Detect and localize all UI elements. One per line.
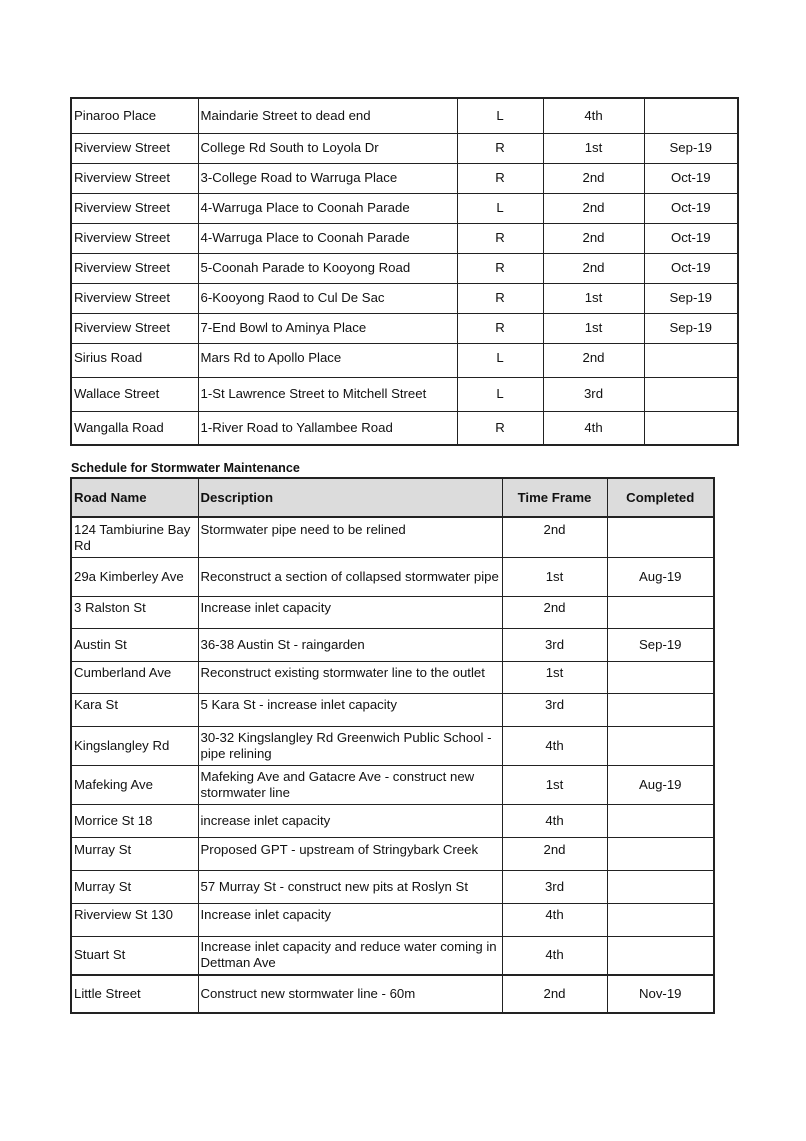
road-cell: Murray St bbox=[71, 837, 198, 870]
side-cell: R bbox=[457, 411, 543, 445]
time-frame-cell: 1st bbox=[502, 765, 607, 804]
road-cell: Cumberland Ave bbox=[71, 661, 198, 693]
side-cell: R bbox=[457, 283, 543, 313]
table-row bbox=[71, 411, 738, 445]
side-cell: L bbox=[457, 377, 543, 411]
table-row bbox=[71, 975, 714, 1013]
stormwater-section-title: Schedule for Stormwater Maintenance bbox=[71, 461, 300, 475]
road-cell: Riverview Street bbox=[71, 253, 198, 283]
completed-cell bbox=[607, 693, 714, 726]
priority-cell: 1st bbox=[543, 313, 644, 343]
time-frame-cell: 2nd bbox=[502, 596, 607, 628]
completed-cell: Aug-19 bbox=[607, 557, 714, 596]
priority-cell: 2nd bbox=[543, 163, 644, 193]
road-cell: Pinaroo Place bbox=[71, 98, 198, 133]
completed-cell: Sep-19 bbox=[644, 313, 738, 343]
description-cell: Stormwater pipe need to be relined bbox=[198, 517, 502, 557]
side-cell: L bbox=[457, 98, 543, 133]
table-row bbox=[71, 596, 714, 628]
road-cell: Little Street bbox=[71, 975, 198, 1013]
completed-cell bbox=[607, 517, 714, 557]
table-row bbox=[71, 313, 738, 343]
road-cell: 3 Ralston St bbox=[71, 596, 198, 628]
table-row bbox=[71, 98, 738, 133]
completed-cell bbox=[644, 98, 738, 133]
time-frame-cell: 3rd bbox=[502, 628, 607, 661]
time-frame-cell: 4th bbox=[502, 726, 607, 765]
road-cell: Riverview St 130 bbox=[71, 903, 198, 936]
description-cell: Increase inlet capacity bbox=[198, 596, 502, 628]
side-cell: R bbox=[457, 163, 543, 193]
description-cell: Increase inlet capacity bbox=[198, 903, 502, 936]
table-row bbox=[71, 253, 738, 283]
priority-cell: 1st bbox=[543, 283, 644, 313]
completed-cell: Sep-19 bbox=[607, 628, 714, 661]
completed-cell bbox=[644, 411, 738, 445]
priority-cell: 4th bbox=[543, 411, 644, 445]
completed-cell bbox=[607, 726, 714, 765]
section-cell: 7-End Bowl to Aminya Place bbox=[198, 313, 457, 343]
completed-cell bbox=[607, 903, 714, 936]
description-cell: Mafeking Ave and Gatacre Ave - construct new stormwater line bbox=[198, 765, 502, 804]
time-frame-cell: 3rd bbox=[502, 693, 607, 726]
description-cell: increase inlet capacity bbox=[198, 804, 502, 837]
time-frame-cell: 2nd bbox=[502, 837, 607, 870]
side-cell: R bbox=[457, 253, 543, 283]
road-cell: Kingslangley Rd bbox=[71, 726, 198, 765]
table-row bbox=[71, 223, 738, 253]
section-cell: 6-Kooyong Raod to Cul De Sac bbox=[198, 283, 457, 313]
completed-cell: Oct-19 bbox=[644, 193, 738, 223]
time-frame-cell: 3rd bbox=[502, 870, 607, 903]
road-cell: Riverview Street bbox=[71, 283, 198, 313]
table-row bbox=[71, 870, 714, 903]
side-cell: L bbox=[457, 193, 543, 223]
description-cell: 30-32 Kingslangley Rd Greenwich Public School - pipe relining bbox=[198, 726, 502, 765]
completed-cell bbox=[607, 936, 714, 975]
description-cell: Reconstruct existing stormwater line to the outlet bbox=[198, 661, 502, 693]
table-row bbox=[71, 557, 714, 596]
table-row bbox=[71, 693, 714, 726]
completed-cell: Nov-19 bbox=[607, 975, 714, 1013]
road-cell: Mafeking Ave bbox=[71, 765, 198, 804]
completed-cell bbox=[644, 377, 738, 411]
section-cell: 4-Warruga Place to Coonah Parade bbox=[198, 193, 457, 223]
section-cell: Mars Rd to Apollo Place bbox=[198, 343, 457, 377]
completed-cell bbox=[607, 661, 714, 693]
road-cell: Wallace Street bbox=[71, 377, 198, 411]
priority-cell: 2nd bbox=[543, 253, 644, 283]
description-cell: 36-38 Austin St - raingarden bbox=[198, 628, 502, 661]
time-frame-cell: 2nd bbox=[502, 975, 607, 1013]
time-frame-cell: 1st bbox=[502, 661, 607, 693]
road-cell: 124 Tambiurine Bay Rd bbox=[71, 517, 198, 557]
side-cell: R bbox=[457, 313, 543, 343]
section-cell: 4-Warruga Place to Coonah Parade bbox=[198, 223, 457, 253]
table-header-row bbox=[71, 478, 714, 517]
section-cell: 3-College Road to Warruga Place bbox=[198, 163, 457, 193]
priority-cell: 2nd bbox=[543, 223, 644, 253]
priority-cell: 4th bbox=[543, 98, 644, 133]
road-cell: Austin St bbox=[71, 628, 198, 661]
description-cell: Reconstruct a section of collapsed stormwater pipe bbox=[198, 557, 502, 596]
completed-cell bbox=[607, 596, 714, 628]
table-row bbox=[71, 726, 714, 765]
completed-cell: Sep-19 bbox=[644, 133, 738, 163]
side-cell: R bbox=[457, 133, 543, 163]
table-row bbox=[71, 133, 738, 163]
time-frame-cell: 2nd bbox=[502, 517, 607, 557]
time-frame-cell: 4th bbox=[502, 936, 607, 975]
priority-cell: 1st bbox=[543, 133, 644, 163]
completed-cell: Aug-19 bbox=[607, 765, 714, 804]
road-cell: Wangalla Road bbox=[71, 411, 198, 445]
stormwater-table bbox=[70, 477, 715, 1014]
completed-cell bbox=[607, 870, 714, 903]
time-frame-cell: 4th bbox=[502, 804, 607, 837]
road-cell: Riverview Street bbox=[71, 133, 198, 163]
description-cell: Increase inlet capacity and reduce water coming in Dettman Ave bbox=[198, 936, 502, 975]
section-cell: College Rd South to Loyola Dr bbox=[198, 133, 457, 163]
road-cell: 29a Kimberley Ave bbox=[71, 557, 198, 596]
priority-cell: 2nd bbox=[543, 193, 644, 223]
table-row bbox=[71, 163, 738, 193]
description-cell: 57 Murray St - construct new pits at Roslyn St bbox=[198, 870, 502, 903]
road-cell: Murray St bbox=[71, 870, 198, 903]
completed-cell bbox=[644, 343, 738, 377]
road-cell: Kara St bbox=[71, 693, 198, 726]
completed-cell: Sep-19 bbox=[644, 283, 738, 313]
completed-cell bbox=[607, 804, 714, 837]
section-cell: 1-River Road to Yallambee Road bbox=[198, 411, 457, 445]
table-row bbox=[71, 628, 714, 661]
side-cell: L bbox=[457, 343, 543, 377]
road-cell: Sirius Road bbox=[71, 343, 198, 377]
completed-cell bbox=[607, 837, 714, 870]
table-row bbox=[71, 765, 714, 804]
road-name-header: Road Name bbox=[71, 478, 198, 517]
priority-cell: 2nd bbox=[543, 343, 644, 377]
table-row bbox=[71, 517, 714, 557]
description-cell: Construct new stormwater line - 60m bbox=[198, 975, 502, 1013]
completed-cell: Oct-19 bbox=[644, 163, 738, 193]
table-row bbox=[71, 661, 714, 693]
table-row bbox=[71, 837, 714, 870]
time-frame-cell: 4th bbox=[502, 903, 607, 936]
time-frame-header: Time Frame bbox=[502, 478, 607, 517]
side-cell: R bbox=[457, 223, 543, 253]
completed-cell: Oct-19 bbox=[644, 253, 738, 283]
table-row bbox=[71, 804, 714, 837]
road-cell: Morrice St 18 bbox=[71, 804, 198, 837]
road-cell: Stuart St bbox=[71, 936, 198, 975]
table-row bbox=[71, 343, 738, 377]
section-cell: 1-St Lawrence Street to Mitchell Street bbox=[198, 377, 457, 411]
table-row bbox=[71, 377, 738, 411]
section-cell: 5-Coonah Parade to Kooyong Road bbox=[198, 253, 457, 283]
road-cell: Riverview Street bbox=[71, 223, 198, 253]
section-cell: Maindarie Street to dead end bbox=[198, 98, 457, 133]
completed-cell: Oct-19 bbox=[644, 223, 738, 253]
table-row bbox=[71, 903, 714, 936]
completed-header: Completed bbox=[607, 478, 714, 517]
description-cell: 5 Kara St - increase inlet capacity bbox=[198, 693, 502, 726]
description-header: Description bbox=[198, 478, 502, 517]
road-resurfacing-table bbox=[70, 97, 739, 446]
time-frame-cell: 1st bbox=[502, 557, 607, 596]
road-cell: Riverview Street bbox=[71, 193, 198, 223]
road-cell: Riverview Street bbox=[71, 163, 198, 193]
description-cell: Proposed GPT - upstream of Stringybark Creek bbox=[198, 837, 502, 870]
table-row bbox=[71, 283, 738, 313]
road-cell: Riverview Street bbox=[71, 313, 198, 343]
table-row bbox=[71, 193, 738, 223]
priority-cell: 3rd bbox=[543, 377, 644, 411]
table-row bbox=[71, 936, 714, 975]
